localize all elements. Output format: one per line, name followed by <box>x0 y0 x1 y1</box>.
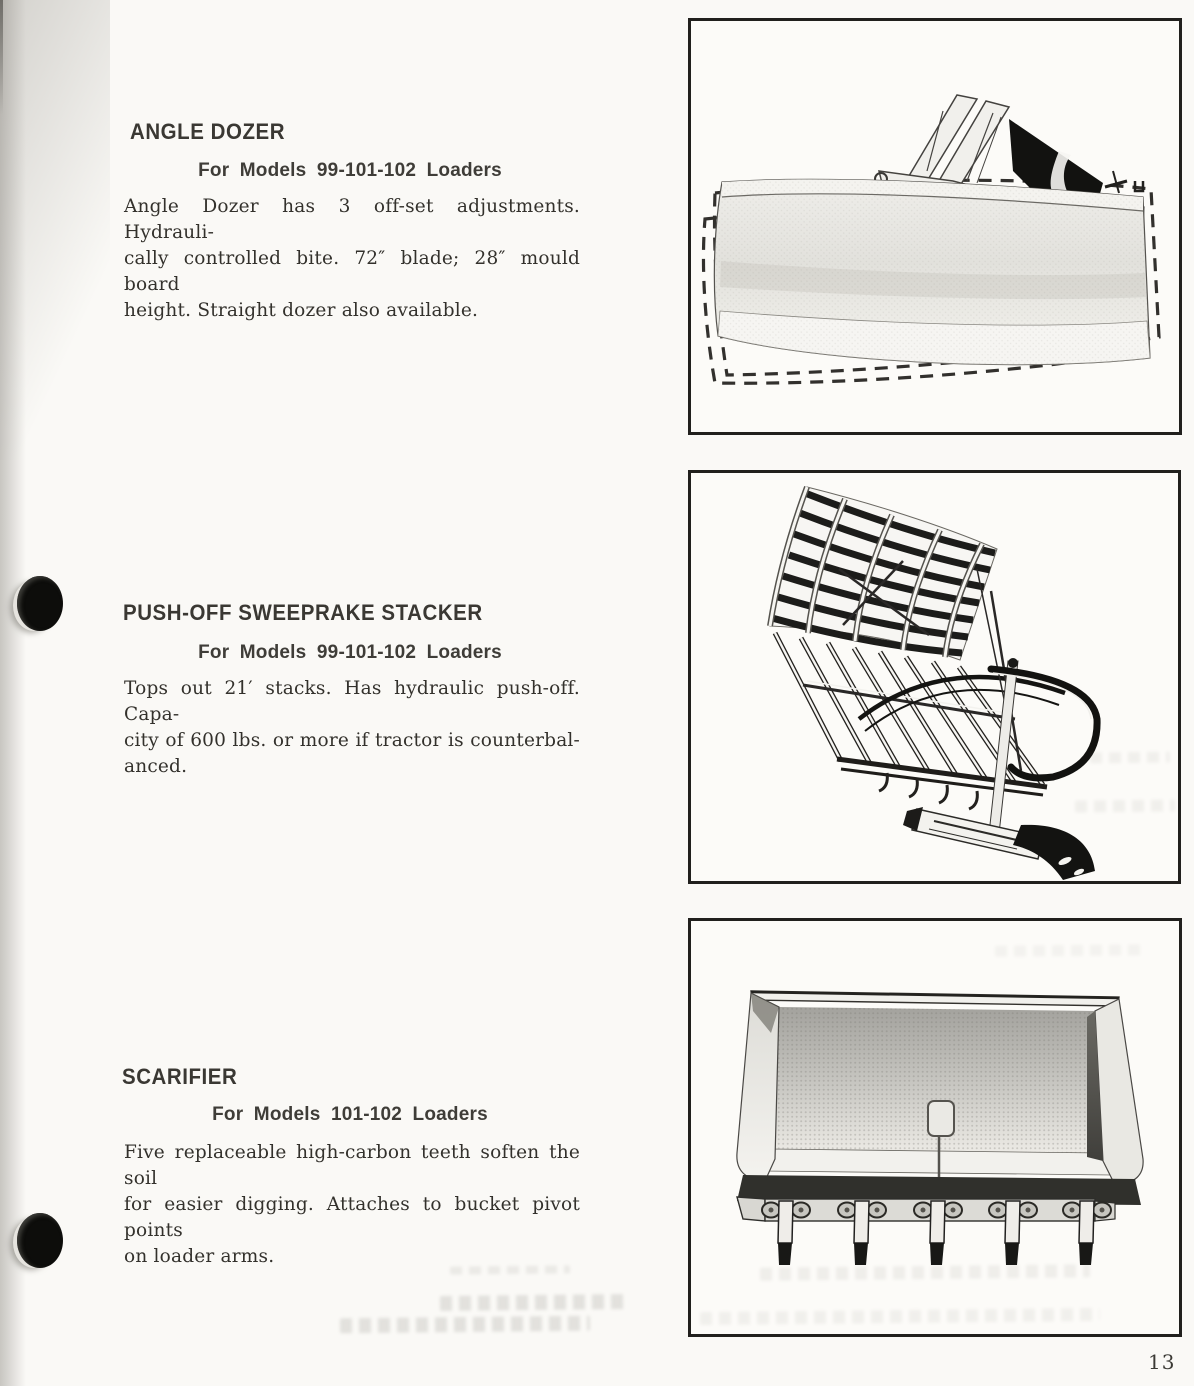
body-line: on loader arms. <box>124 1246 275 1267</box>
section-title-scarifier: SCARIFIER <box>122 1064 238 1089</box>
binder-hole-top <box>17 576 63 631</box>
figure-panel-angle-dozer <box>688 18 1182 435</box>
section-body-angle-dozer <box>124 194 580 324</box>
body-line: anced. <box>124 756 188 777</box>
section-title-sweeprake-stacker: PUSH-OFF SWEEPRAKE STACKER <box>123 600 483 625</box>
show-through-smudge <box>440 1294 625 1311</box>
body-line: for easier digging. Attaches to bucket pivot points <box>124 1194 580 1241</box>
left-edge-shadow <box>0 0 26 1386</box>
sweeprake-stacker-figure <box>691 473 1178 881</box>
section-title-angle-dozer: ANGLE DOZER <box>130 119 286 144</box>
page-number: 13 <box>1148 1350 1176 1374</box>
body-line: Five replaceable high-carbon teeth soften the soil <box>124 1142 580 1189</box>
show-through-smudge <box>1075 799 1175 812</box>
body-line: cally controlled bite. 72″ blade; 28″ mould board <box>124 248 580 295</box>
binder-hole-bottom <box>17 1213 63 1268</box>
show-through-smudge <box>1090 752 1170 764</box>
body-line: Angle Dozer has 3 off-set adjustments. Hydrauli- <box>124 196 580 243</box>
section-subtitle-angle-dozer: For Models 99-101-102 Loaders <box>198 160 502 181</box>
body-line: Tops out 21′ stacks. Has hydraulic push-off. Capa- <box>124 678 580 725</box>
left-edge-line <box>0 0 3 115</box>
section-subtitle-sweeprake-stacker: For Models 99-101-102 Loaders <box>198 642 502 663</box>
section-subtitle-scarifier: For Models 101-102 Loaders <box>212 1104 488 1125</box>
body-line: city of 600 lbs. or more if tractor is counterbal- <box>124 730 580 751</box>
show-through-smudge <box>450 1265 570 1274</box>
show-through-smudge <box>995 944 1145 957</box>
show-through-smudge <box>340 1316 590 1334</box>
body-line: height. Straight dozer also available. <box>124 300 479 321</box>
section-body-sweeprake-stacker <box>124 676 580 780</box>
angle-dozer-figure <box>691 21 1179 432</box>
figure-panel-sweeprake-stacker <box>688 470 1181 884</box>
section-body-scarifier <box>124 1140 580 1270</box>
